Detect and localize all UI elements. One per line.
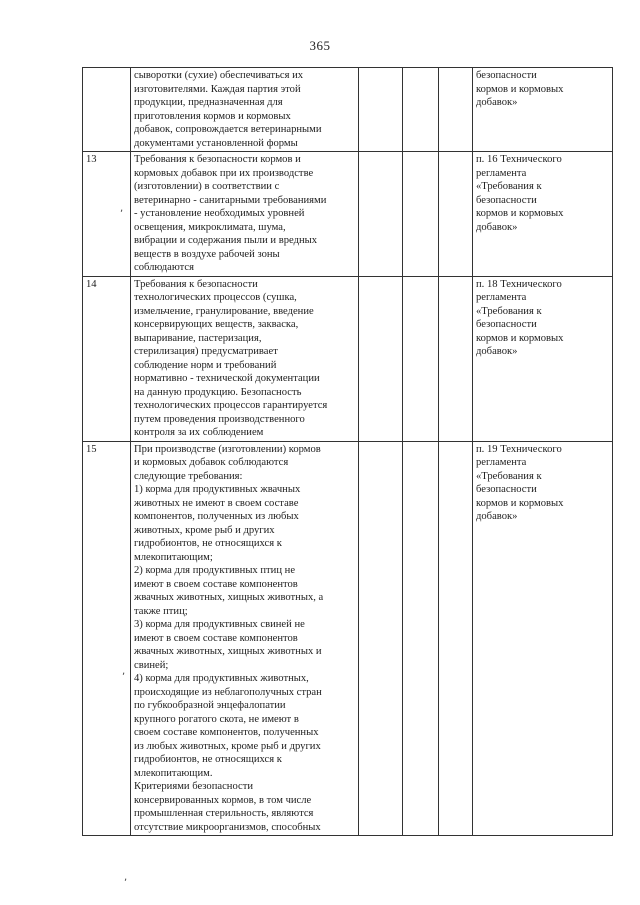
empty-cell <box>403 152 439 277</box>
empty-cell <box>403 276 439 441</box>
empty-cell <box>439 276 473 441</box>
empty-cell <box>403 441 439 836</box>
reference-cell: безопасности кормов и кормовых добавок» <box>473 68 613 152</box>
scan-mark: , <box>122 666 126 677</box>
table-row <box>83 152 613 277</box>
requirement-cell: Требования к безопасности кормов и кормовых добавок при их производстве (изготовлении) в соответствии с ветеринарно - санитарными требованиями - установление необходимых уровней освещения, микроклимата, шума, вибрации и содержания пыли и вредных веществ в воздухе рабочей зоны соблюдаются <box>131 152 359 277</box>
empty-cell <box>359 68 403 152</box>
empty-cell <box>359 276 403 441</box>
scan-mark: , <box>124 872 128 883</box>
requirements-table <box>82 67 613 836</box>
empty-cell <box>439 441 473 836</box>
scan-mark: , <box>120 203 124 214</box>
row-number-cell: 15 <box>83 441 131 836</box>
row-number-cell: 13 <box>83 152 131 277</box>
requirement-cell: сыворотки (сухие) обеспечиваться их изготовителями. Каждая партия этой продукции, предназначенная для приготовления кормов и кормовых добавок, сопровождается ветеринарными документами установленной формы <box>131 68 359 152</box>
table-row <box>83 276 613 441</box>
requirement-cell: Требования к безопасности технологических процессов (сушка, измельчение, гранулирование, введение консервирующих веществ, закваска, выпаривание, пастеризация, стерилизация) предусматривает соблюдение норм и требований нормативно - технической документации на данную продукцию. Безопасность технологических процессов гарантируется путем проведения производственного контроля за их соблюдением <box>131 276 359 441</box>
reference-cell: п. 18 Технического регламента «Требования к безопасности кормов и кормовых добавок» <box>473 276 613 441</box>
empty-cell <box>359 152 403 277</box>
page-number: 365 <box>309 38 331 53</box>
empty-cell <box>439 152 473 277</box>
empty-cell <box>403 68 439 152</box>
table-row <box>83 68 613 152</box>
empty-cell <box>359 441 403 836</box>
reference-cell: п. 16 Технического регламента «Требования к безопасности кормов и кормовых добавок» <box>473 152 613 277</box>
table-row <box>83 441 613 836</box>
empty-cell <box>439 68 473 152</box>
requirement-cell: При производстве (изготовлении) кормов и кормовых добавок соблюдаются следующие требования: 1) корма для продуктивных жвачных животных не имеют в своем составе компонентов, полученных из любых животных, кроме рыб и других гидробионтов, не относящихся к млекопитающим; 2) корма для продуктивных птиц не имеют в своем составе компонентов жвачных животных, хищных животных, а также птиц; 3) корма для продуктивных свиней не имеют в своем составе компонентов жвачных животных, хищных животных и свиней; 4) корма для продуктивных животных, происходящие из неблагополучных стран по губкообразной энцефалопатии крупного рогатого скота, не имеют в своем составе компонентов, полученных из любых животных, кроме рыб и других гидробионтов, не относящихся к млекопитающим. Критериями безопасности консервированных кормов, в том числе промышленная стерильность, являются отсутствие микроорганизмов, способных <box>131 441 359 836</box>
row-number-cell <box>83 68 131 152</box>
reference-cell: п. 19 Технического регламента «Требования к безопасности кормов и кормовых добавок» <box>473 441 613 836</box>
row-number-cell: 14 <box>83 276 131 441</box>
